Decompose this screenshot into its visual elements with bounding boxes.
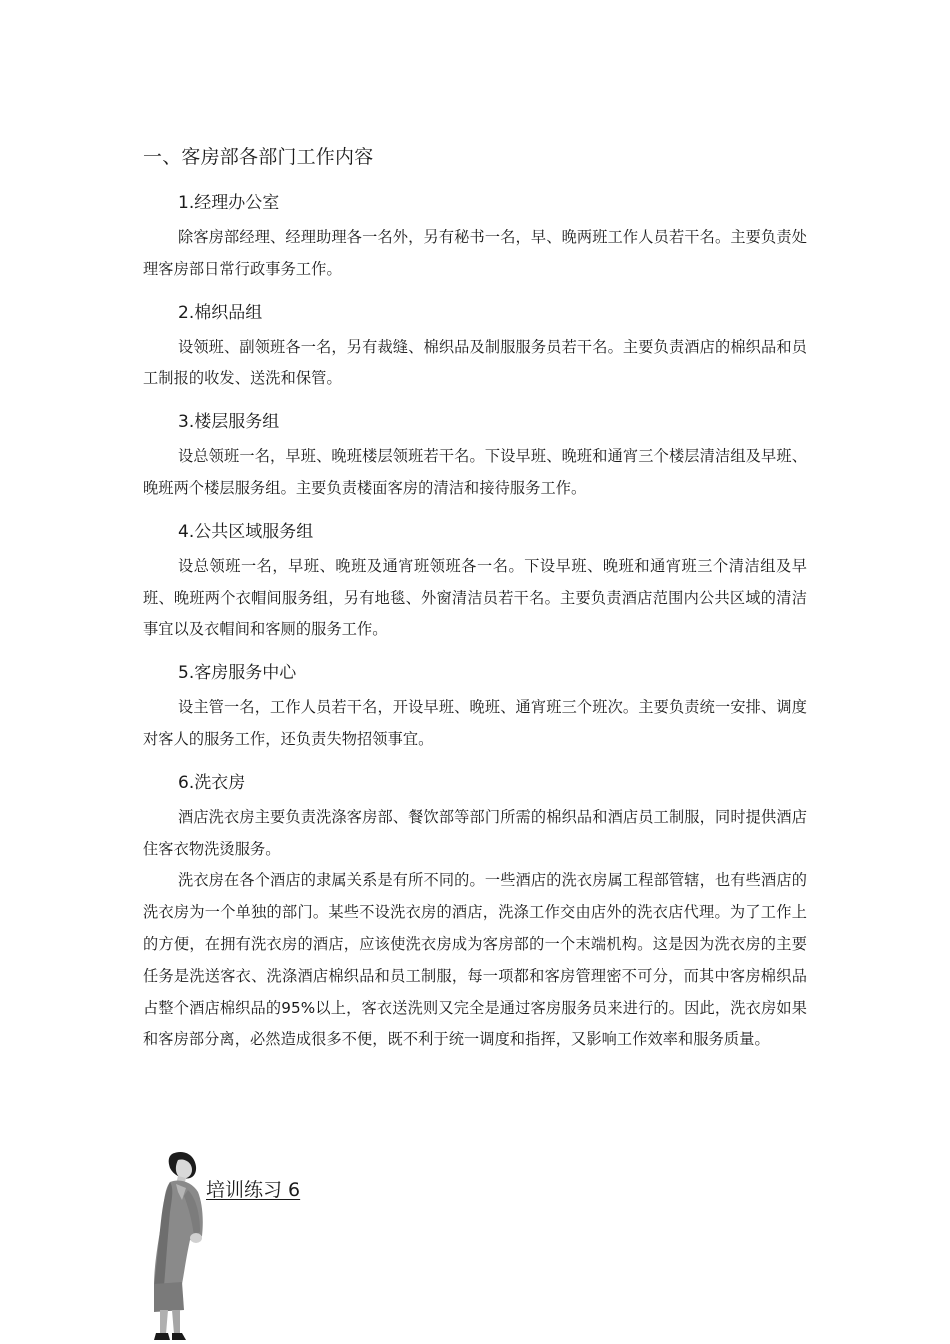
paragraph: 设领班、副领班各一名，另有裁缝、棉织品及制服服务员若干名。主要负责酒店的棉织品和员工制报的收发、送洗和保管。 — [143, 337, 807, 388]
paragraph: 设总领班一名，早班、晚班及通宵班领班各一名。下设早班、晚班和通宵班三个清洁组及早班、晚班两个衣帽间服务组，另有地毯、外窗清洁员若干名。主要负责酒店范围内公共区域的清洁事宜以及衣帽间和客厕的服务工作。 — [143, 556, 807, 639]
section-2 — [143, 300, 807, 396]
section-1 — [143, 190, 807, 286]
section-title: 一、客房部各部门工作内容 — [143, 146, 374, 168]
sub-heading: 3.楼层服务组 — [178, 412, 280, 433]
sub-heading: 6.洗衣房 — [178, 772, 246, 793]
receptionist-bowing-image — [140, 1150, 210, 1344]
section-4 — [143, 519, 807, 646]
paragraph: 酒店洗衣房主要负责洗涤客房部、餐饮部等部门所需的棉织品和酒店员工制服，同时提供酒店住客衣物洗烫服务。 — [143, 807, 807, 858]
paragraph: 洗衣房在各个酒店的隶属关系是有所不同的。一些酒店的洗衣房属工程部管辖，也有些酒店的洗衣房为一个单独的部门。某些不设洗衣房的酒店，洗涤工作交由店外的洗衣店代理。为了工作上的方便，在拥有洗衣房的酒店，应该使洗衣房成为客房部的一个末端机构。这是因为洗衣房的主要任务是洗送客衣、洗涤酒店棉织品和员工制服，每一项都和客房管理密不可分，而其中客房棉织品占整个酒店棉织品的95%以上，客衣送洗则又完全是通过客房服务员来进行的。因此，洗衣房如果和客房部分离，必然造成很多不便，既不利于统一调度和指挥，又影响工作效率和服务质量。 — [143, 871, 807, 1049]
training-exercise-heading: 培训练习 6 — [206, 1179, 301, 1201]
sub-heading: 1.经理办公室 — [178, 193, 280, 213]
sub-heading: 4.公共区域服务组 — [178, 521, 314, 542]
paragraph: 设主管一名，工作人员若干名，开设早班、晚班、通宵班三个班次。主要负责统一安排、调度对客人的服务工作，还负责失物招领事宜。 — [143, 698, 807, 748]
section-6 — [143, 770, 807, 1056]
paragraph: 设总领班一名，早班、晚班楼层领班若干名。下设早班、晚班和通宵三个楼层清洁组及早班、晚班两个楼层服务组。主要负责楼面客房的清洁和接待服务工作。 — [143, 447, 807, 497]
section-3 — [143, 409, 807, 505]
document-body — [143, 142, 807, 1070]
section-5 — [143, 660, 807, 756]
sub-heading: 2.棉织品组 — [178, 302, 263, 323]
paragraph: 除客房部经理、经理助理各一名外，另有秘书一名，早、晚两班工作人员若干名。主要负责处理客房部日常行政事务工作。 — [143, 228, 807, 278]
sub-heading: 5.客房服务中心 — [178, 663, 297, 684]
